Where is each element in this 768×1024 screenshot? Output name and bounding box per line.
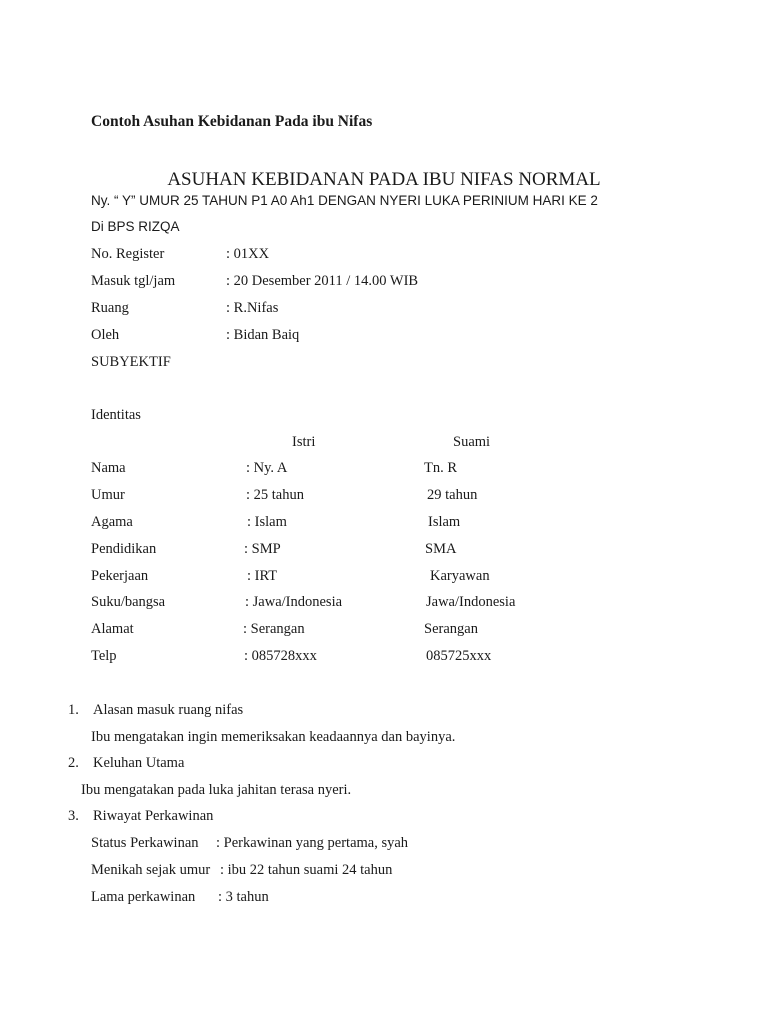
identitas-row-istri: : SMP (244, 541, 281, 557)
identitas-row-suami: 29 tahun (427, 487, 478, 503)
identitas-row-suami: Tn. R (424, 460, 458, 476)
section-number: 1. (68, 702, 79, 718)
section-title: Alasan masuk ruang nifas (93, 702, 244, 718)
identitas-row-label: Pendidikan (91, 541, 157, 557)
identitas-row-istri: : 085728xxx (244, 648, 317, 664)
perkawinan-label: Lama perkawinan (91, 889, 196, 905)
column-header-istri: Istri (292, 434, 316, 450)
identitas-row-suami: Serangan (424, 621, 478, 637)
identitas-row-suami: 085725xxx (426, 648, 492, 664)
identitas-row-label: Umur (91, 487, 125, 503)
info-value-masuk: : 20 Desember 2011 / 14.00 WIB (226, 273, 419, 289)
identitas-row-suami: SMA (425, 541, 457, 557)
info-value-register: : 01XX (226, 246, 270, 262)
identitas-label: Identitas (91, 407, 141, 423)
identitas-row-suami: Jawa/Indonesia (426, 594, 516, 610)
section-title: Riwayat Perkawinan (93, 808, 214, 824)
section-number: 3. (68, 808, 79, 824)
perkawinan-value: : ibu 22 tahun suami 24 tahun (220, 862, 393, 878)
identitas-row-label: Nama (91, 460, 126, 476)
identitas-row-label: Pekerjaan (91, 568, 149, 584)
identitas-row-label: Alamat (91, 621, 134, 637)
info-label-oleh: Oleh (91, 327, 120, 343)
subyektif-heading: SUBYEKTIF (91, 354, 171, 370)
identitas-row-istri: : IRT (247, 568, 278, 584)
info-label-masuk: Masuk tgl/jam (91, 273, 176, 289)
document-title: Contoh Asuhan Kebidanan Pada ibu Nifas (91, 113, 373, 130)
perkawinan-label: Status Perkawinan (91, 835, 199, 851)
section-text: Ibu mengatakan ingin memeriksakan keadaannya dan bayinya. (91, 729, 456, 745)
perkawinan-value: : 3 tahun (218, 889, 269, 905)
perkawinan-label: Menikah sejak umur (91, 862, 211, 878)
info-label-ruang: Ruang (91, 300, 129, 316)
identitas-row-label: Agama (91, 514, 133, 530)
identitas-row-label: Suku/bangsa (91, 594, 166, 610)
section-text: Ibu mengatakan pada luka jahitan terasa nyeri. (81, 782, 352, 798)
section-number: 2. (68, 755, 79, 771)
location-line: Di BPS RIZQA (91, 219, 180, 234)
identitas-row-istri: : Islam (247, 514, 287, 530)
column-header-suami: Suami (453, 434, 491, 450)
identitas-row-istri: : Ny. A (246, 460, 288, 476)
info-value-oleh: : Bidan Baiq (226, 327, 300, 343)
identitas-row-suami: Islam (428, 514, 461, 530)
info-label-register: No. Register (91, 246, 165, 262)
section-title: Keluhan Utama (93, 755, 185, 771)
identitas-row-istri: : Serangan (243, 621, 305, 637)
identitas-row-suami: Karyawan (430, 568, 490, 584)
perkawinan-value: : Perkawinan yang pertama, syah (216, 835, 409, 851)
main-heading: ASUHAN KEBIDANAN PADA IBU NIFAS NORMAL (167, 169, 601, 190)
identitas-row-istri: : 25 tahun (246, 487, 304, 503)
patient-line: Ny. “ Y” UMUR 25 TAHUN P1 A0 Ah1 DENGAN NYERI LUKA PERINIUM HARI KE 2 (91, 193, 598, 208)
identitas-row-label: Telp (91, 648, 117, 664)
identitas-row-istri: : Jawa/Indonesia (245, 594, 343, 610)
info-value-ruang: : R.Nifas (226, 300, 279, 316)
